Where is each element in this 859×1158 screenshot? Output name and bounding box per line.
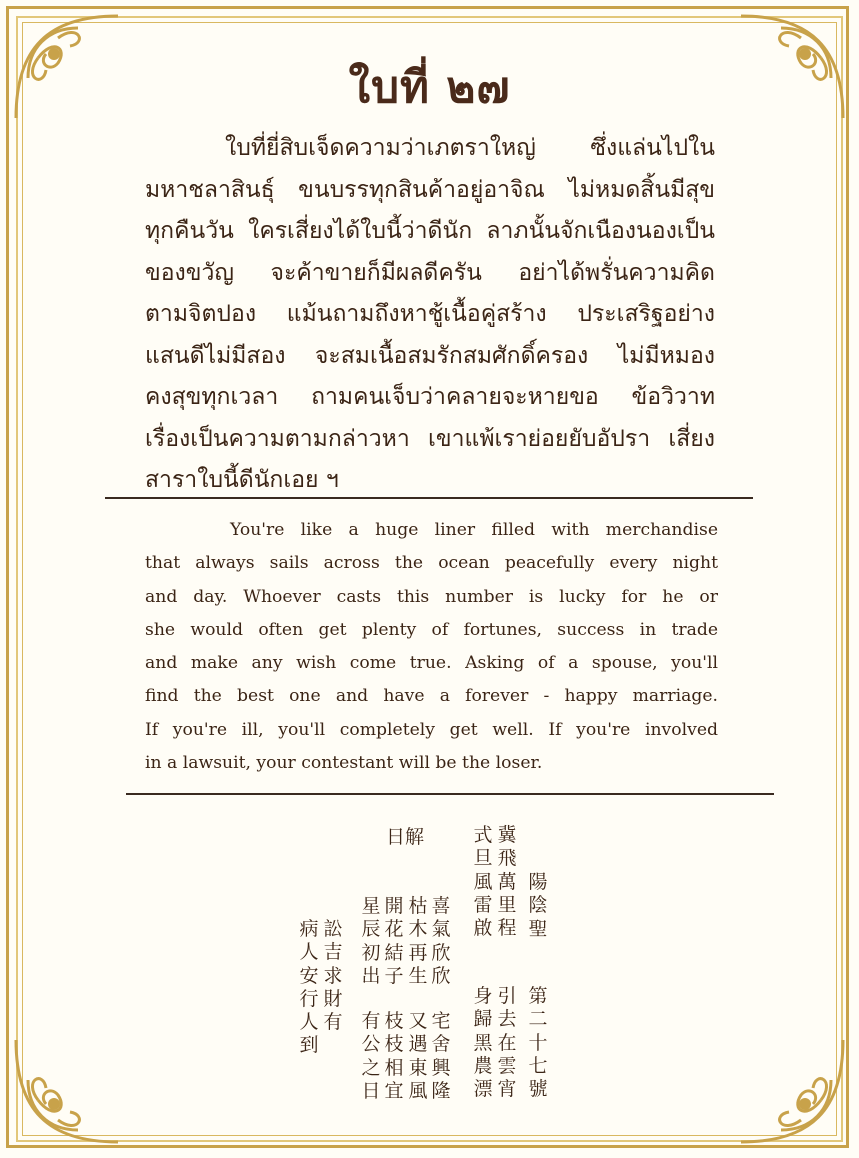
thai-line: มหาชลาสินธุ์ ขนบรรทุกสินค้าอยู่อาจิณ ไม่หมดสิ้นมีสุข bbox=[145, 176, 715, 203]
chinese-column: 陽 陰 聖 bbox=[528, 871, 548, 940]
chinese-column: 開 花 結 子 bbox=[384, 895, 404, 987]
chinese-column: 引 去 在 雲 宵 bbox=[497, 985, 517, 1101]
english-line: in a lawsuit, your contestant will be the loser. bbox=[145, 753, 543, 774]
thai-line: ตามจิตปอง แม้นถามถึงหาชู้เนื้อคู่สร้าง ประเสริฐอย่าง bbox=[145, 301, 715, 327]
chinese-column: 病 人 安 行 人 到 bbox=[299, 918, 319, 1057]
divider bbox=[105, 497, 753, 499]
chinese-column: 枯 木 再 生 bbox=[408, 895, 428, 987]
chinese-heading: 日解 bbox=[385, 826, 424, 848]
chinese-column: 喜 氣 欣 欣 bbox=[431, 895, 451, 987]
chinese-column: 第 二 十 七 號 bbox=[528, 985, 548, 1101]
english-line: that always sails across the ocean peacefully every night bbox=[145, 553, 718, 574]
chinese-column: 訟 吉 求 財 有 bbox=[323, 918, 343, 1034]
page-title: ใบที่ ๒๗ bbox=[348, 62, 511, 113]
chinese-column: 有 公 之 日 bbox=[361, 1010, 381, 1102]
chinese-column: 身 歸 黑 農 漂 bbox=[473, 985, 493, 1101]
english-line: she would often get plenty of fortunes, success in trade bbox=[145, 619, 718, 640]
corner-ornament-icon bbox=[8, 1020, 138, 1150]
chinese-column: 星 辰 初 出 bbox=[361, 895, 381, 987]
english-line: If you're ill, you'll completely get well. If you're involved bbox=[145, 719, 718, 740]
thai-line: สาราใบนี้ดีนักเอย ฯ bbox=[145, 467, 339, 493]
english-line: and day. Whoever casts this number is lucky for he or bbox=[145, 586, 718, 607]
chinese-column: 又 遇 東 風 bbox=[408, 1010, 428, 1102]
english-line: and make any wish come true. Asking of a spouse, you'll bbox=[145, 653, 718, 674]
thai-verse bbox=[145, 128, 715, 502]
chinese-column: 枝 枝 相 宜 bbox=[384, 1010, 404, 1102]
thai-line: ทุกคืนวัน ใครเสี่ยงได้ใบนี้ว่าดีนัก ลาภนั้นจักเนืองนองเป็น bbox=[145, 218, 715, 244]
thai-line: ของขวัญ จะค้าขายก็มีผลดีครัน อย่าได้พรั่นความคิด bbox=[145, 259, 715, 286]
corner-ornament-icon bbox=[721, 1020, 851, 1150]
english-translation bbox=[145, 514, 718, 780]
chinese-column: 式 旦 風 雷 啟 bbox=[473, 824, 493, 940]
thai-line: แสนดีไม่มีสอง จะสมเนื้อสมรักสมศักดิ์ครอง ไม่มีหมอง bbox=[145, 342, 715, 369]
english-line: You're like a huge liner filled with merchandise bbox=[230, 520, 718, 540]
thai-line: เรื่องเป็นความตามกล่าวหา เขาแพ้เราย่อยยับอัปรา เสี่ยง bbox=[145, 425, 715, 452]
thai-line: คงสุขทุกเวลา ถามคนเจ็บว่าคลายจะหายขอ ข้อวิวาท bbox=[145, 384, 715, 410]
english-line: find the best one and have a forever - happy marriage. bbox=[145, 686, 718, 707]
chinese-column: 冀 飛 萬 里 程 bbox=[497, 824, 517, 940]
thai-line: ใบที่ยี่สิบเจ็ดความว่าเภตราใหญ่ ซึ่งแล่นไปใน bbox=[225, 135, 715, 161]
chinese-column: 宅 舍 興 隆 bbox=[431, 1010, 451, 1102]
divider bbox=[126, 793, 774, 795]
